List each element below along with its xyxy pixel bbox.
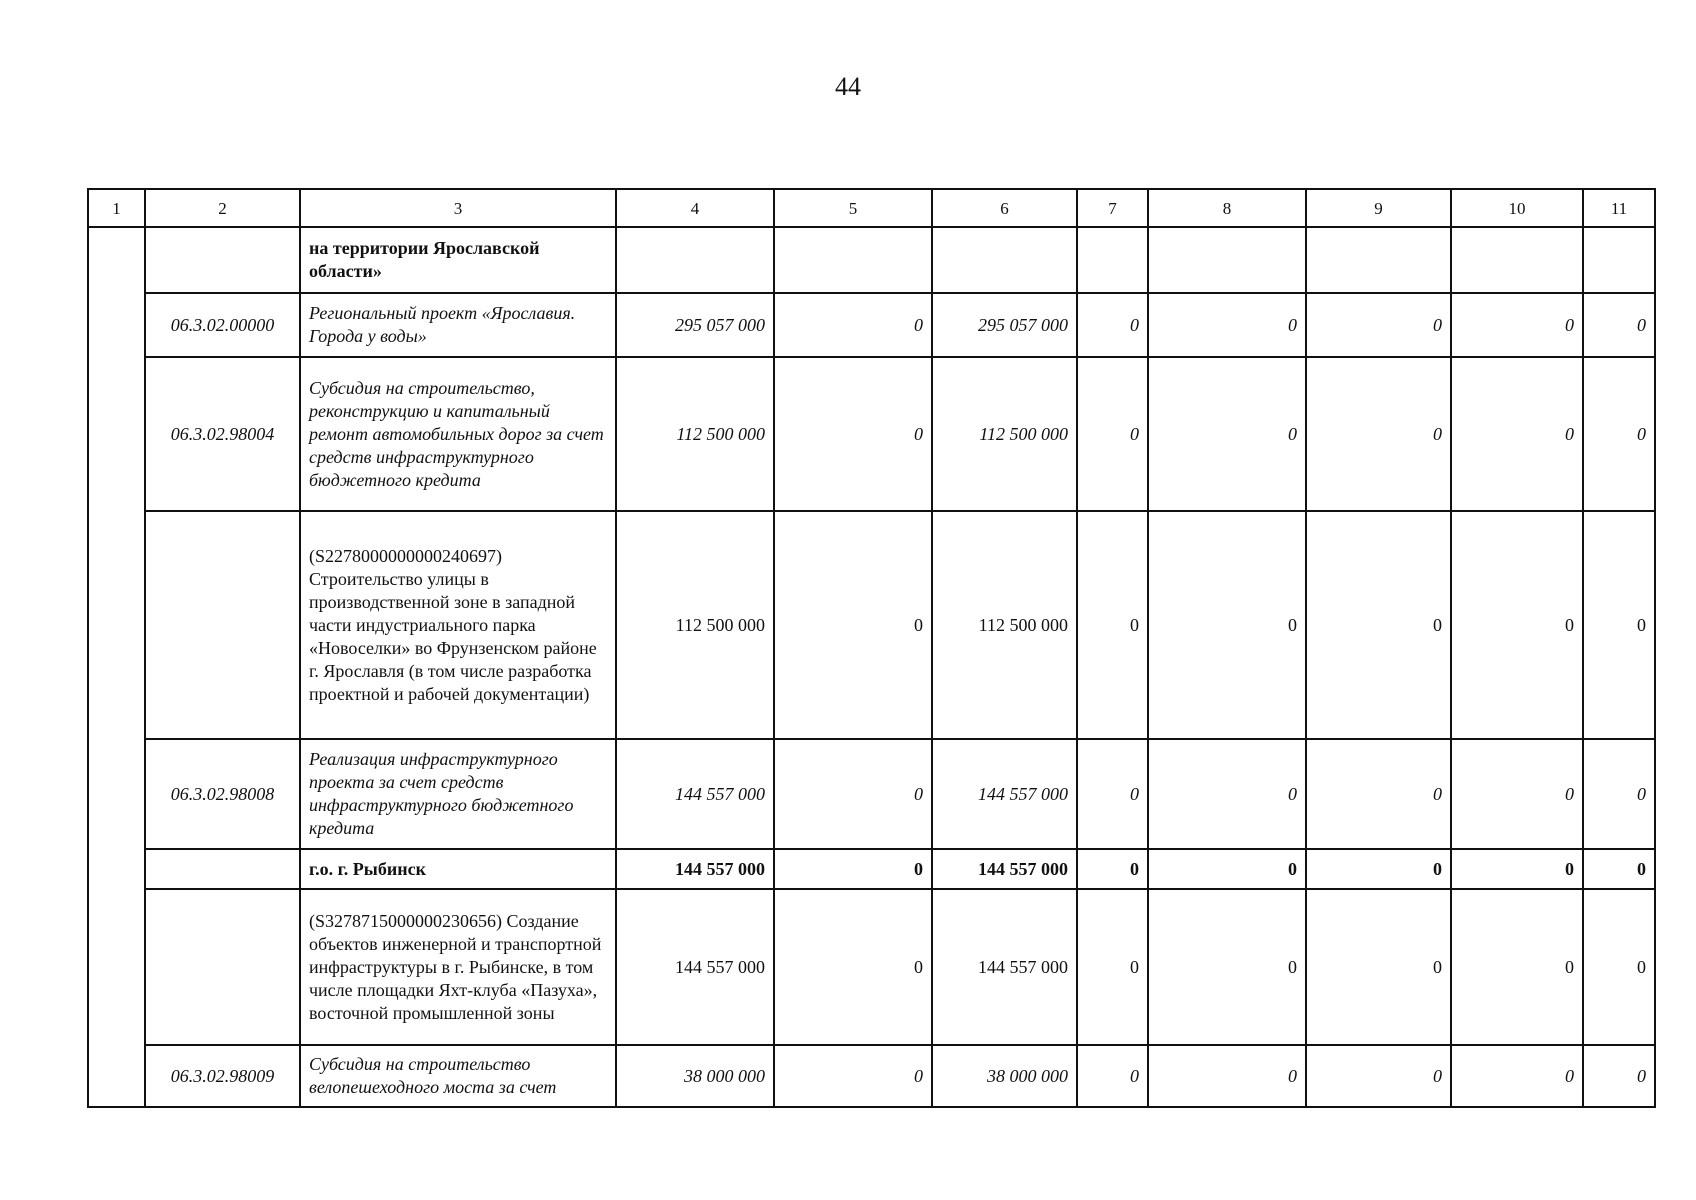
value-cell: 144 557 000 [616,739,774,849]
table-row [88,293,1655,357]
name-cell: Субсидия на строительство, реконструкцию и капитальный ремонт автомобильных дорог за счет средств инфраструктурного бюджетного кредита [300,357,616,511]
value-cell: 0 [1148,511,1306,739]
column-header: 10 [1451,189,1583,227]
value-cell: 0 [1077,1045,1148,1107]
code-cell [145,227,300,293]
column-header: 1 [88,189,145,227]
value-cell: 38 000 000 [616,1045,774,1107]
value-cell: 112 500 000 [932,511,1077,739]
value-cell: 0 [1077,739,1148,849]
table-row [88,889,1655,1045]
value-cell: 295 057 000 [932,293,1077,357]
value-cell: 0 [1583,1045,1655,1107]
header-row [88,189,1655,227]
value-cell: 0 [1306,849,1451,889]
value-cell: 0 [1306,1045,1451,1107]
value-cell [1583,227,1655,293]
column-header: 6 [932,189,1077,227]
value-cell: 0 [1451,511,1583,739]
value-cell: 0 [1077,511,1148,739]
value-cell: 0 [774,889,932,1045]
value-cell: 0 [1583,293,1655,357]
table-row [88,227,1655,293]
value-cell [1451,227,1583,293]
value-cell: 0 [1077,849,1148,889]
value-cell: 0 [1583,889,1655,1045]
name-cell: г.о. г. Рыбинск [300,849,616,889]
value-cell: 0 [1148,889,1306,1045]
name-cell: Региональный проект «Ярославия. Города у воды» [300,293,616,357]
column-header: 4 [616,189,774,227]
value-cell: 0 [1451,1045,1583,1107]
column-header: 8 [1148,189,1306,227]
code-cell: 06.3.02.98004 [145,357,300,511]
value-cell [1148,227,1306,293]
value-cell: 0 [1306,357,1451,511]
value-cell: 0 [1306,511,1451,739]
value-cell: 0 [774,293,932,357]
value-cell: 112 500 000 [616,357,774,511]
value-cell [1077,227,1148,293]
code-cell [145,511,300,739]
code-cell: 06.3.02.00000 [145,293,300,357]
name-cell: (S2278000000000240697) Строительство улицы в производственной зоне в западной части индустриального парка «Новоселки» во Фрунзенском районе г. Ярославля (в том числе разработка проектной и рабочей документации) [300,511,616,739]
value-cell [932,227,1077,293]
value-cell: 112 500 000 [932,357,1077,511]
table-row [88,849,1655,889]
value-cell [616,227,774,293]
value-cell: 0 [1583,511,1655,739]
column-header: 9 [1306,189,1451,227]
value-cell: 144 557 000 [616,849,774,889]
column-header: 7 [1077,189,1148,227]
name-cell: Субсидия на строительство велопешеходного моста за счет [300,1045,616,1107]
value-cell: 0 [1451,739,1583,849]
column-header: 2 [145,189,300,227]
name-cell: Реализация инфраструктурного проекта за счет средств инфраструктурного бюджетного кредита [300,739,616,849]
value-cell: 0 [1451,849,1583,889]
value-cell: 144 557 000 [932,849,1077,889]
code-cell [145,849,300,889]
value-cell: 112 500 000 [616,511,774,739]
value-cell: 0 [1583,739,1655,849]
value-cell: 0 [774,849,932,889]
value-cell: 38 000 000 [932,1045,1077,1107]
value-cell: 0 [1148,293,1306,357]
column-header: 5 [774,189,932,227]
name-cell: на территории Ярославской области» [300,227,616,293]
page-number: 44 [835,72,861,101]
value-cell: 144 557 000 [932,889,1077,1045]
value-cell: 0 [1148,1045,1306,1107]
value-cell: 0 [1077,357,1148,511]
table-row [88,739,1655,849]
budget-table [87,188,1656,1108]
code-cell: 06.3.02.98009 [145,1045,300,1107]
value-cell: 0 [1583,849,1655,889]
value-cell [1306,227,1451,293]
value-cell: 0 [774,1045,932,1107]
value-cell: 295 057 000 [616,293,774,357]
value-cell: 0 [1148,357,1306,511]
value-cell: 0 [774,511,932,739]
column-header: 11 [1583,189,1655,227]
value-cell: 0 [774,739,932,849]
value-cell: 144 557 000 [932,739,1077,849]
value-cell: 0 [1451,293,1583,357]
value-cell: 144 557 000 [616,889,774,1045]
value-cell: 0 [1077,293,1148,357]
table-row [88,1045,1655,1107]
value-cell: 0 [1306,739,1451,849]
name-cell: (S3278715000000230656) Создание объектов инженерной и транспортной инфраструктуры в г. Рыбинске, в том числе площадки Яхт-клуба «Пазуха», восточной промышленной зоны [300,889,616,1045]
table-row [88,357,1655,511]
value-cell: 0 [1077,889,1148,1045]
code-cell: 06.3.02.98008 [145,739,300,849]
value-cell: 0 [774,357,932,511]
value-cell: 0 [1148,739,1306,849]
column-header: 3 [300,189,616,227]
value-cell [774,227,932,293]
value-cell: 0 [1148,849,1306,889]
value-cell: 0 [1306,293,1451,357]
value-cell: 0 [1451,357,1583,511]
value-cell: 0 [1451,889,1583,1045]
code-cell [145,889,300,1045]
table-row [88,511,1655,739]
value-cell: 0 [1306,889,1451,1045]
value-cell: 0 [1583,357,1655,511]
row-number-cell [88,227,145,1107]
